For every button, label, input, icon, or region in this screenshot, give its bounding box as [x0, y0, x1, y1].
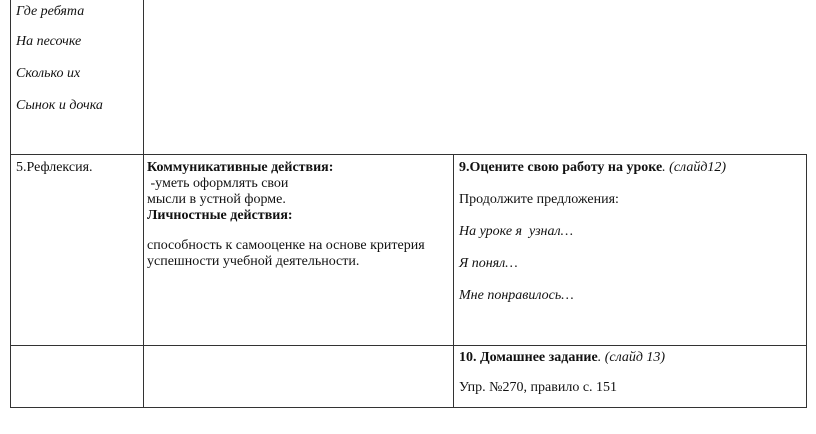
sentence-understood: Я понял…: [459, 256, 518, 271]
table-border-col2-col3: [453, 154, 454, 408]
self-assessment-title: [459, 160, 803, 176]
uud-description: [147, 160, 449, 270]
self-assessment-title-bold: 9.Оцените свою работу на уроке: [459, 160, 663, 175]
homework: [459, 350, 803, 396]
stage-reflection: 5.Рефлексия.: [16, 160, 93, 175]
homework-title: [459, 350, 803, 366]
heading-personal: Личностные действия:: [147, 208, 293, 223]
sentence-learned: На уроке я узнал…: [459, 224, 574, 239]
table-border-bottom: [10, 407, 807, 408]
self-assessment: [459, 160, 803, 304]
communicative-text-1: -уметь оформлять свои: [147, 176, 289, 191]
communicative-text-2: мысли в устной форме.: [147, 192, 286, 207]
line-on-sand: На песочке: [16, 34, 82, 49]
table-border-right: [806, 154, 807, 408]
table-border-left: [10, 0, 11, 408]
homework-task: Упр. №270, правило с. 151: [459, 380, 618, 395]
homework-title-bold: 10. Домашнее задание: [459, 350, 598, 365]
sentence-liked: Мне понравилось…: [459, 288, 574, 303]
line-where-kids: Где ребята: [16, 4, 85, 19]
homework-slide-ref: . (слайд 13): [597, 350, 666, 365]
personal-text-1: способность к самооценке на основе критерия: [147, 238, 425, 253]
line-son-daughter: Сынок и дочка: [16, 98, 103, 113]
continue-prompt: Продолжите предложения:: [459, 192, 619, 207]
table-border-row1-row2: [10, 154, 807, 155]
personal-text-2: успешности учебной деятельности.: [147, 254, 360, 269]
heading-communicative: Коммуникативные действия:: [147, 160, 334, 175]
self-assessment-slide-ref: . (слайд12): [662, 160, 727, 175]
table-border-col1-col2: [143, 0, 144, 408]
line-how-many: Сколько их: [16, 66, 81, 81]
table-border-row2-row3: [10, 345, 807, 346]
